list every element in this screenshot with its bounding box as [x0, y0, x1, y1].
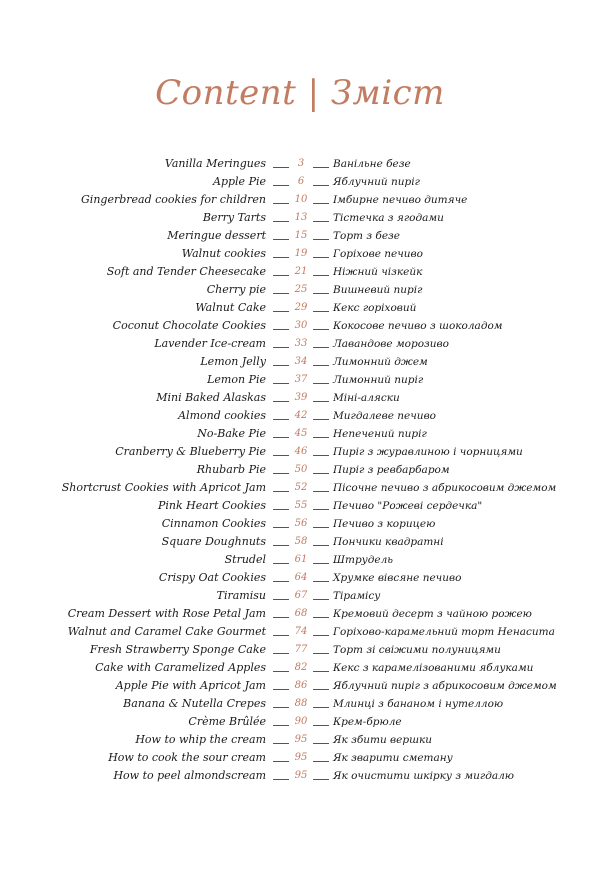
entry-title-ukrainian: Яблучний пиріг з абрикосовим джемом — [333, 680, 557, 692]
entry-title-ukrainian: Хрумке вівсяне печиво — [333, 572, 462, 584]
page-number: 25 — [294, 284, 308, 295]
page-number: 46 — [294, 446, 308, 457]
leader-dash — [313, 203, 329, 204]
toc-entry — [0, 443, 600, 461]
entry-title-english: Lemon Pie — [207, 373, 266, 386]
leader-dash — [273, 203, 289, 204]
page-number: 33 — [294, 338, 308, 349]
leader-dash — [273, 383, 289, 384]
toc-entry — [0, 713, 600, 731]
leader-dash — [273, 185, 289, 186]
entry-title-english: Pink Heart Cookies — [157, 499, 266, 512]
leader-dash — [273, 473, 289, 474]
page-number: 55 — [294, 500, 308, 511]
leader-dash — [273, 311, 289, 312]
toc-entry — [0, 587, 600, 605]
entry-title-ukrainian: Торт зі свіжими полуницями — [333, 644, 501, 656]
leader-dash — [273, 347, 289, 348]
leader-dash — [313, 761, 329, 762]
entry-title-english: Cinnamon Cookies — [161, 517, 266, 530]
leader-dash — [273, 599, 289, 600]
leader-dash — [273, 491, 289, 492]
leader-dash — [313, 599, 329, 600]
leader-dash — [273, 239, 289, 240]
entry-title-english: Almond cookies — [178, 409, 266, 422]
page-number: 45 — [294, 428, 308, 439]
toc-entry — [0, 497, 600, 515]
page-number: 15 — [294, 230, 308, 241]
leader-dash — [313, 383, 329, 384]
toc-entry — [0, 425, 600, 443]
leader-dash — [313, 167, 329, 168]
leader-dash — [313, 437, 329, 438]
leader-dash — [273, 257, 289, 258]
toc-entry — [0, 479, 600, 497]
entry-title-english: Square Doughnuts — [161, 535, 266, 548]
page-number: 58 — [294, 536, 308, 547]
page-number: 10 — [294, 194, 308, 205]
page-number: 86 — [294, 680, 308, 691]
entry-title-ukrainian: Лимонний пиріг — [333, 374, 424, 386]
entry-title-english: Apple Pie with Apricot Jam — [115, 679, 266, 692]
entry-title-english: Banana & Nutella Crepes — [123, 697, 266, 710]
entry-title-ukrainian: Тістечка з ягодами — [333, 212, 444, 224]
page-number: 95 — [294, 770, 308, 781]
leader-dash — [273, 635, 289, 636]
leader-dash — [273, 437, 289, 438]
toc-entry — [0, 317, 600, 335]
page-number: 77 — [294, 644, 308, 655]
entry-title-english: Mini Baked Alaskas — [156, 391, 266, 404]
page-number: 64 — [294, 572, 308, 583]
toc-entry — [0, 353, 600, 371]
entry-title-english: Apple Pie — [213, 175, 266, 188]
leader-dash — [273, 707, 289, 708]
page-number: 3 — [297, 158, 305, 169]
page-number: 67 — [294, 590, 308, 601]
page-number: 29 — [294, 302, 308, 313]
leader-dash — [273, 689, 289, 690]
leader-dash — [313, 473, 329, 474]
entry-title-ukrainian: Ванільне безе — [333, 158, 411, 170]
leader-dash — [273, 365, 289, 366]
leader-dash — [313, 725, 329, 726]
entry-title-ukrainian: Крем-брюле — [333, 716, 402, 728]
toc-entry — [0, 569, 600, 587]
leader-dash — [273, 293, 289, 294]
entry-title-english: Lavender Ice-cream — [154, 337, 266, 350]
leader-dash — [313, 401, 329, 402]
toc-entry — [0, 551, 600, 569]
leader-dash — [313, 347, 329, 348]
leader-dash — [273, 653, 289, 654]
leader-dash — [313, 257, 329, 258]
entry-title-english: Coconut Chocolate Cookies — [112, 319, 266, 332]
toc-entry — [0, 209, 600, 227]
leader-dash — [313, 527, 329, 528]
leader-dash — [273, 671, 289, 672]
leader-dash — [313, 563, 329, 564]
entry-title-english: Cherry pie — [206, 283, 266, 296]
page-number: 19 — [294, 248, 308, 259]
leader-dash — [273, 419, 289, 420]
toc-entry — [0, 263, 600, 281]
page-number: 52 — [294, 482, 308, 493]
entry-title-ukrainian: Лимонний джем — [333, 356, 428, 368]
entry-title-ukrainian: Млинці з бананом і нутеллою — [333, 698, 504, 710]
page-number: 39 — [294, 392, 308, 403]
leader-dash — [313, 419, 329, 420]
entry-title-english: Crispy Oat Cookies — [158, 571, 266, 584]
entry-title-ukrainian: Вишневий пиріг — [333, 284, 423, 296]
leader-dash — [313, 221, 329, 222]
leader-dash — [273, 509, 289, 510]
leader-dash — [313, 239, 329, 240]
entry-title-ukrainian: Пісочне печиво з абрикосовим джемом — [333, 482, 557, 494]
table-of-contents — [0, 155, 600, 785]
entry-title-ukrainian: Непечений пиріг — [333, 428, 427, 440]
toc-entry — [0, 227, 600, 245]
leader-dash — [313, 311, 329, 312]
entry-title-ukrainian: Як збити вершки — [333, 734, 433, 746]
entry-title-ukrainian: Лавандове морозиво — [333, 338, 449, 350]
toc-entry — [0, 371, 600, 389]
toc-entry — [0, 281, 600, 299]
entry-title-english: How to cook the sour cream — [108, 751, 266, 764]
page-number: 21 — [294, 266, 308, 277]
page-number: 50 — [294, 464, 308, 475]
entry-title-ukrainian: Торт з безе — [333, 230, 400, 242]
leader-dash — [313, 743, 329, 744]
toc-entry — [0, 299, 600, 317]
entry-title-english: How to whip the cream — [135, 733, 266, 746]
toc-entry — [0, 407, 600, 425]
entry-title-ukrainian: Яблучний пиріг — [333, 176, 420, 188]
leader-dash — [273, 329, 289, 330]
page-title: Content | Зміст — [155, 73, 445, 113]
entry-title-ukrainian: Як очистити шкірку з мигдалю — [333, 770, 515, 782]
entry-title-ukrainian: Печиво "Рожеві сердечка" — [333, 500, 483, 512]
entry-title-english: How to peel almondscream — [113, 769, 266, 782]
entry-title-english: Cake with Caramelized Apples — [95, 661, 266, 674]
entry-title-ukrainian: Тірамісу — [333, 590, 381, 602]
entry-title-english: Walnut Cake — [195, 301, 266, 314]
toc-entry — [0, 173, 600, 191]
leader-dash — [313, 689, 329, 690]
entry-title-ukrainian: Пончики квадратні — [333, 536, 444, 548]
leader-dash — [313, 581, 329, 582]
page-number: 61 — [294, 554, 308, 565]
leader-dash — [313, 617, 329, 618]
entry-title-english: No-Bake Pie — [197, 427, 266, 440]
entry-title-ukrainian: Міні-аляски — [333, 392, 400, 404]
page-number: 82 — [294, 662, 308, 673]
leader-dash — [313, 509, 329, 510]
toc-entry — [0, 641, 600, 659]
entry-title-english: Fresh Strawberry Sponge Cake — [89, 643, 266, 656]
page-number: 37 — [294, 374, 308, 385]
leader-dash — [313, 545, 329, 546]
entry-title-english: Tiramisu — [216, 589, 266, 602]
leader-dash — [313, 365, 329, 366]
leader-dash — [273, 779, 289, 780]
leader-dash — [313, 455, 329, 456]
toc-entry — [0, 749, 600, 767]
leader-dash — [273, 617, 289, 618]
leader-dash — [313, 185, 329, 186]
toc-entry — [0, 245, 600, 263]
toc-entry — [0, 623, 600, 641]
leader-dash — [313, 707, 329, 708]
page-number: 30 — [294, 320, 308, 331]
entry-title-english: Shortcrust Cookies with Apricot Jam — [61, 481, 266, 494]
entry-title-ukrainian: Печиво з корицею — [333, 518, 436, 530]
entry-title-english: Strudel — [224, 553, 266, 566]
toc-entry — [0, 515, 600, 533]
page-number: 74 — [294, 626, 308, 637]
leader-dash — [313, 653, 329, 654]
entry-title-english: Walnut and Caramel Cake Gourmet — [67, 625, 266, 638]
leader-dash — [273, 743, 289, 744]
leader-dash — [273, 545, 289, 546]
toc-entry — [0, 335, 600, 353]
entry-title-english: Vanilla Meringues — [164, 157, 266, 170]
page-number: 56 — [294, 518, 308, 529]
toc-entry — [0, 659, 600, 677]
leader-dash — [313, 779, 329, 780]
entry-title-english: Gingerbread cookies for children — [81, 193, 266, 206]
entry-title-ukrainian: Кремовий десерт з чайною рожею — [333, 608, 532, 620]
leader-dash — [273, 563, 289, 564]
leader-dash — [273, 275, 289, 276]
leader-dash — [273, 581, 289, 582]
entry-title-english: Rhubarb Pie — [196, 463, 266, 476]
entry-title-ukrainian: Мигдалеве печиво — [333, 410, 437, 422]
entry-title-ukrainian: Ніжний чізкейк — [333, 266, 423, 278]
leader-dash — [273, 527, 289, 528]
toc-entry — [0, 605, 600, 623]
entry-title-english: Meringue dessert — [167, 229, 266, 242]
page-number: 34 — [294, 356, 308, 367]
entry-title-ukrainian: Пиріг з ревбарбаром — [333, 464, 450, 476]
page-number: 42 — [294, 410, 308, 421]
entry-title-ukrainian: Горіхове печиво — [333, 248, 423, 260]
page-number: 6 — [297, 176, 305, 187]
toc-entry — [0, 191, 600, 209]
toc-entry — [0, 389, 600, 407]
leader-dash — [273, 167, 289, 168]
leader-dash — [313, 635, 329, 636]
entry-title-ukrainian: Штрудель — [333, 554, 394, 566]
leader-dash — [313, 275, 329, 276]
entry-title-english: Walnut cookies — [181, 247, 266, 260]
page-number: 88 — [294, 698, 308, 709]
leader-dash — [313, 329, 329, 330]
toc-entry — [0, 533, 600, 551]
leader-dash — [273, 221, 289, 222]
page-number: 95 — [294, 734, 308, 745]
toc-entry — [0, 461, 600, 479]
leader-dash — [273, 455, 289, 456]
page-number: 68 — [294, 608, 308, 619]
page-number: 90 — [294, 716, 308, 727]
page-number: 13 — [294, 212, 308, 223]
toc-entry — [0, 677, 600, 695]
entry-title-english: Lemon Jelly — [200, 355, 266, 368]
entry-title-english: Cranberry & Blueberry Pie — [115, 445, 266, 458]
leader-dash — [273, 401, 289, 402]
entry-title-ukrainian: Кокосове печиво з шоколадом — [333, 320, 503, 332]
entry-title-ukrainian: Кекс горіховий — [333, 302, 417, 314]
leader-dash — [313, 491, 329, 492]
entry-title-english: Soft and Tender Cheesecake — [106, 265, 266, 278]
leader-dash — [313, 293, 329, 294]
toc-entry — [0, 767, 600, 785]
page-number: 95 — [294, 752, 308, 763]
entry-title-ukrainian: Пиріг з журавлиною і чорницями — [333, 446, 523, 458]
toc-entry — [0, 731, 600, 749]
entry-title-english: Cream Dessert with Rose Petal Jam — [67, 607, 266, 620]
toc-entry — [0, 695, 600, 713]
leader-dash — [273, 725, 289, 726]
entry-title-ukrainian: Кекс з карамелізованими яблуками — [333, 662, 534, 674]
entry-title-ukrainian: Горіхово-карамельний торт Ненасита — [333, 626, 555, 638]
leader-dash — [313, 671, 329, 672]
entry-title-english: Crème Brûlée — [188, 715, 266, 728]
leader-dash — [273, 761, 289, 762]
entry-title-ukrainian: Як зварити сметану — [333, 752, 453, 764]
entry-title-english: Berry Tarts — [202, 211, 266, 224]
toc-entry — [0, 155, 600, 173]
entry-title-ukrainian: Імбирне печиво дитяче — [333, 194, 468, 206]
